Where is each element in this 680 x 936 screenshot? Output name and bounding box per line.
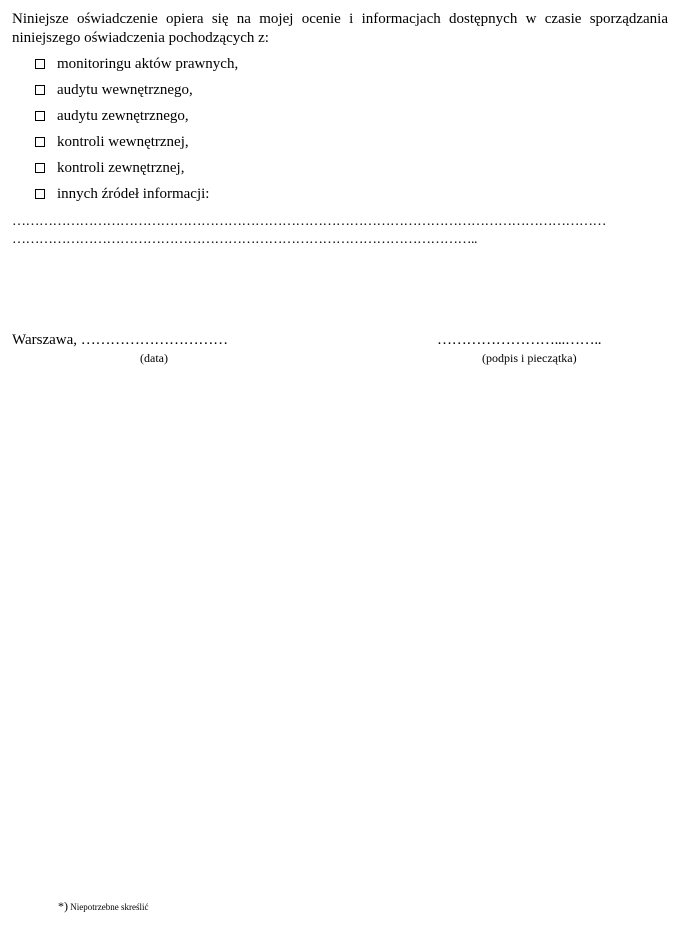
other-sources-fill-line-1[interactable]: …………………………………………………………………………………………………………………… <box>12 214 606 229</box>
source-item-monitoring <box>35 54 238 80</box>
intro-line-1: Niniejsze oświadczenie opiera się na mojej ocenie i informacjach dostępnych w czasie sporządzania <box>12 11 668 27</box>
footnote <box>58 900 148 913</box>
source-label: audytu zewnętrznego, <box>57 108 189 124</box>
source-item-external-audit <box>35 106 238 132</box>
city-label: Warszawa, <box>12 332 78 348</box>
source-label: kontroli wewnętrznej, <box>57 134 189 150</box>
source-label: monitoringu aktów prawnych, <box>57 56 239 72</box>
other-sources-fill-line-2[interactable]: ………………………………………………………………………………………….. <box>12 232 477 247</box>
signature-caption: (podpis i pieczątka) <box>482 351 577 365</box>
checkbox-monitoring[interactable] <box>35 59 45 69</box>
date-fill-line[interactable]: ………………………… <box>80 332 228 348</box>
date-caption: (data) <box>140 351 168 365</box>
intro-line-2: niniejszego oświadczenia pochodzących z: <box>12 30 269 46</box>
source-item-other <box>35 184 238 210</box>
footnote-text: Niepotrzebne skreślić <box>70 902 149 912</box>
source-item-external-control <box>35 158 238 184</box>
intro-paragraph <box>12 10 668 48</box>
signature-fill-line[interactable]: ……………………...…….. <box>437 332 602 348</box>
sources-checklist <box>35 54 238 210</box>
source-item-internal-audit <box>35 80 238 106</box>
source-label: audytu wewnętrznego, <box>57 82 193 98</box>
checkbox-internal-audit[interactable] <box>35 85 45 95</box>
checkbox-external-control[interactable] <box>35 163 45 173</box>
checkbox-internal-control[interactable] <box>35 137 45 147</box>
checkbox-external-audit[interactable] <box>35 111 45 121</box>
source-label: innych źródeł informacji: <box>57 186 210 202</box>
place-and-date <box>12 330 228 350</box>
source-item-internal-control <box>35 132 238 158</box>
footnote-mark: *) <box>58 899 68 913</box>
checkbox-other-sources[interactable] <box>35 189 45 199</box>
source-label: kontroli zewnętrznej, <box>57 160 185 176</box>
